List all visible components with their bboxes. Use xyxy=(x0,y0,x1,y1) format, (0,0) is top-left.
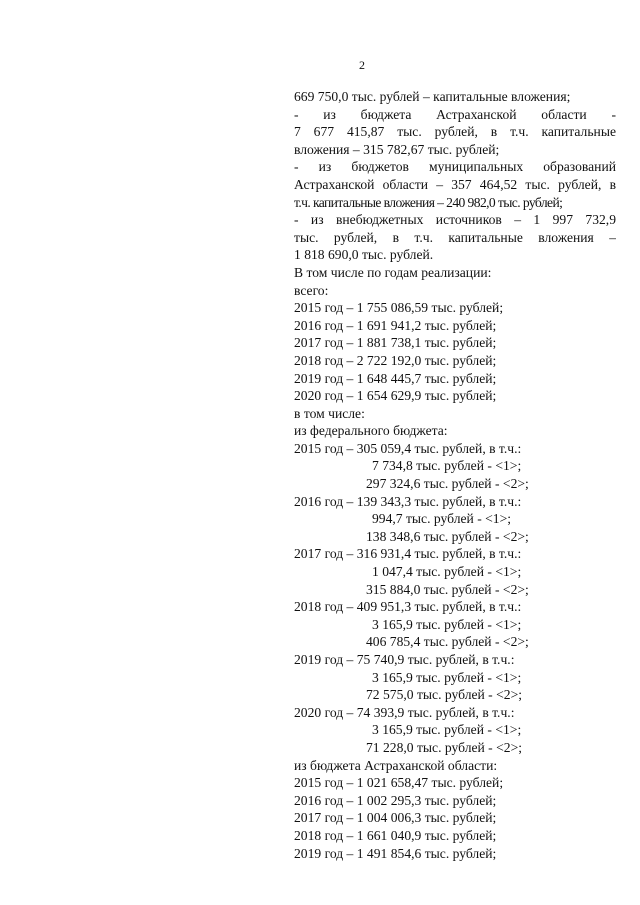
year-total-line: 2019 год – 1 648 445,7 тыс. рублей; xyxy=(294,370,497,386)
federal-sub-line: 297 324,6 тыс. рублей - <2>; xyxy=(366,476,529,492)
year-total-line: 2017 год – 1 881 738,1 тыс. рублей; xyxy=(294,335,497,351)
text-line: 669 750,0 тыс. рублей – капитальные вложения; xyxy=(294,89,571,104)
federal-sub-line: 315 884,0 тыс. рублей - <2>; xyxy=(366,581,529,597)
text-line: 1 818 690,0 тыс. рублей. xyxy=(294,247,434,263)
federal-sub-line: 3 165,9 тыс. рублей - <1>; xyxy=(372,616,522,632)
regional-year-line: 2017 год – 1 004 006,3 тыс. рублей; xyxy=(294,810,497,826)
federal-sub-line: 406 785,4 тыс. рублей - <2>; xyxy=(366,634,529,650)
section-label: из федерального бюджета: xyxy=(294,423,448,439)
regional-year-line: 2018 год – 1 661 040,9 тыс. рублей; xyxy=(294,827,497,843)
federal-year-line: 2020 год – 74 393,9 тыс. рублей, в т.ч.: xyxy=(294,704,515,720)
federal-sub-line: 72 575,0 тыс. рублей - <2>; xyxy=(366,687,523,703)
federal-sub-line: 994,7 тыс. рублей - <1>; xyxy=(372,511,512,527)
section-label: из бюджета Астраханской области: xyxy=(294,757,498,773)
text-line: т.ч. капитальные вложения – 240 982,0 тыс. рублей; xyxy=(294,194,563,210)
federal-sub-line: 71 228,0 тыс. рублей - <2>; xyxy=(366,739,523,755)
federal-sub-line: 138 348,6 тыс. рублей - <2>; xyxy=(366,528,529,544)
regional-year-line: 2019 год – 1 491 854,6 тыс. рублей; xyxy=(294,845,497,861)
text-line: - из бюджетов муниципальных образований xyxy=(294,159,616,175)
section-label: всего: xyxy=(294,282,329,298)
federal-year-line: 2017 год – 316 931,4 тыс. рублей, в т.ч.: xyxy=(294,546,522,562)
regional-year-line: 2015 год – 1 021 658,47 тыс. рублей; xyxy=(294,775,504,791)
federal-year-line: 2018 год – 409 951,3 тыс. рублей, в т.ч.: xyxy=(294,599,522,615)
federal-year-line: 2015 год – 305 059,4 тыс. рублей, в т.ч.: xyxy=(294,440,522,456)
year-total-line: 2015 год – 1 755 086,59 тыс. рублей; xyxy=(294,300,504,316)
text-line: 7 677 415,87 тыс. рублей, в т.ч. капитальные xyxy=(294,124,616,140)
text-line: вложения – 315 782,67 тыс. рублей; xyxy=(294,141,500,157)
section-label: в том числе: xyxy=(294,405,365,421)
federal-year-line: 2019 год – 75 740,9 тыс. рублей, в т.ч.: xyxy=(294,652,515,667)
text-line: - из бюджета Астраханской области - xyxy=(294,106,616,122)
federal-year-line: 2016 год – 139 343,3 тыс. рублей, в т.ч.: xyxy=(294,493,522,509)
text-line: тыс. рублей, в т.ч. капитальные вложения – xyxy=(294,229,616,245)
year-total-line: 2020 год – 1 654 629,9 тыс. рублей; xyxy=(294,388,497,404)
federal-sub-line: 1 047,4 тыс. рублей - <1>; xyxy=(372,564,522,580)
regional-year-line: 2016 год – 1 002 295,3 тыс. рублей; xyxy=(294,792,497,808)
federal-sub-line: 3 165,9 тыс. рублей - <1>; xyxy=(372,669,522,685)
federal-sub-line: 7 734,8 тыс. рублей - <1>; xyxy=(372,458,522,474)
document-body xyxy=(294,88,616,862)
federal-sub-line: 3 165,9 тыс. рублей - <1>; xyxy=(372,722,522,738)
section-heading: В том числе по годам реализации: xyxy=(294,264,492,280)
year-total-line: 2016 год – 1 691 941,2 тыс. рублей; xyxy=(294,317,497,333)
year-total-line: 2018 год – 2 722 192,0 тыс. рублей; xyxy=(294,352,497,368)
text-line: - из внебюджетных источников – 1 997 732,9 xyxy=(294,212,616,228)
page-number: 2 xyxy=(359,58,365,72)
text-line: Астраханской области – 357 464,52 тыс. рублей, в xyxy=(294,176,616,192)
